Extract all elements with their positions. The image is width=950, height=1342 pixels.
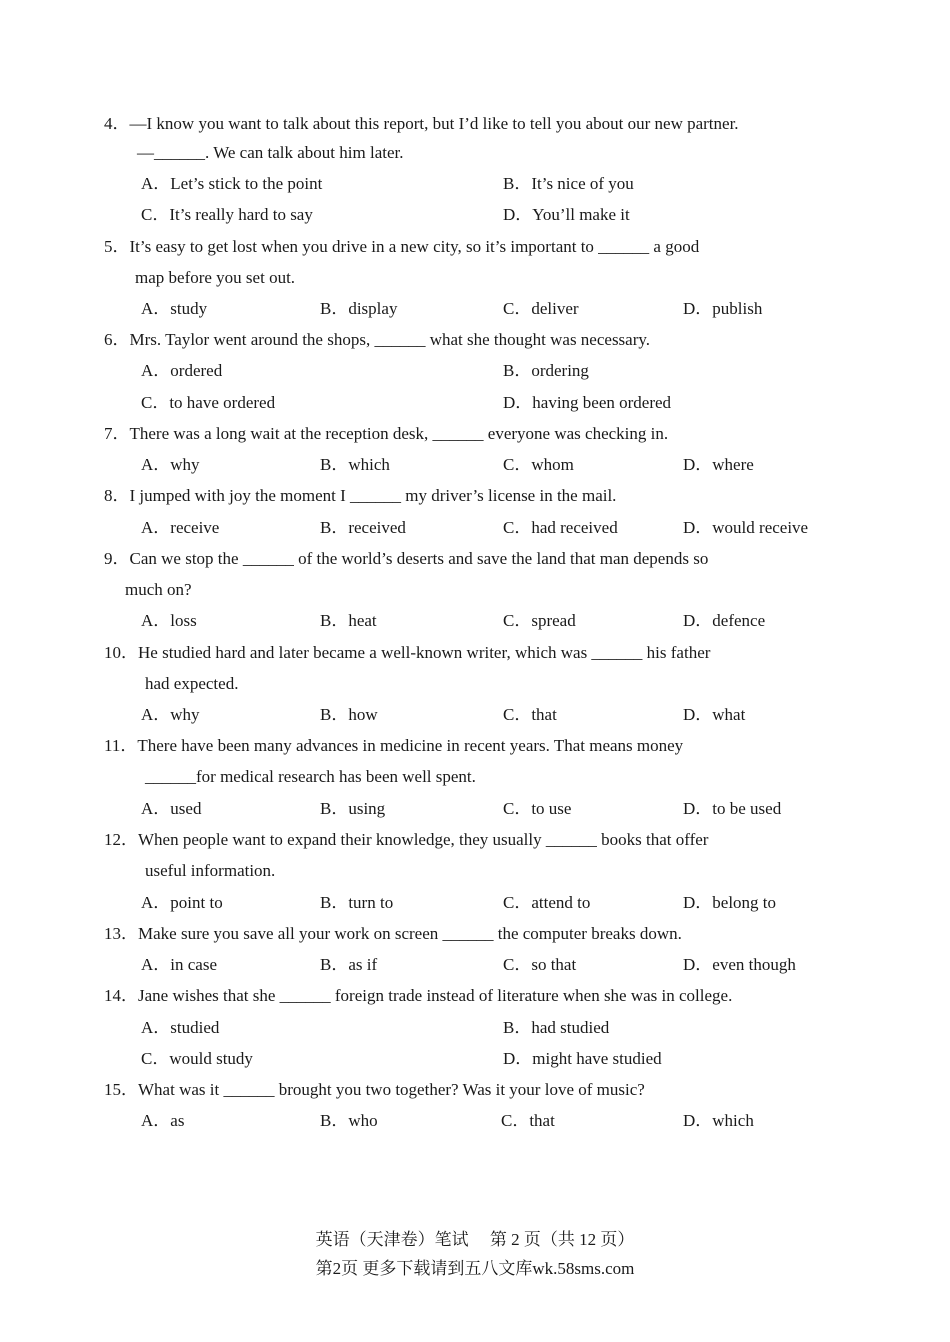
question-6-option-a: A．ordered <box>141 361 223 380</box>
question-4-option-b: B．It’s nice of you <box>503 174 634 193</box>
question-7-stem: 7．There was a long wait at the reception desk, ______ everyone was checking in. <box>104 424 669 443</box>
question-6-stem: 6．Mrs. Taylor went around the shops, ______ what she thought was necessary. <box>104 330 651 349</box>
question-12-stem-cont: useful information. <box>145 861 276 880</box>
question-14-option-a: A．studied <box>141 1018 220 1037</box>
question-4-option-c: C．It’s really hard to say <box>141 205 313 224</box>
question-7-option-a: A．why <box>141 455 200 474</box>
question-12-option-d: D．belong to <box>683 893 777 912</box>
question-10-option-b: B．how <box>320 705 378 724</box>
question-5-option-c: C．deliver <box>503 299 579 318</box>
question-11-option-b: B．using <box>320 799 386 818</box>
question-10-option-a: A．why <box>141 705 200 724</box>
question-8-option-a: A．receive <box>141 518 220 537</box>
question-12-option-b: B．turn to <box>320 893 394 912</box>
question-11-stem: 11．There have been many advances in medicine in recent years. That means money <box>104 736 684 755</box>
question-8-stem: 8．I jumped with joy the moment I ______ my driver’s license in the mail. <box>104 486 617 505</box>
question-13-option-a: A．in case <box>141 955 218 974</box>
question-12-option-c: C．attend to <box>503 893 591 912</box>
question-5-option-d: D．publish <box>683 299 763 318</box>
download-note: 第2页 更多下载请到五八文库wk.58sms.com <box>315 1259 635 1278</box>
question-15-option-c: C．that <box>501 1111 555 1130</box>
question-4-option-d: D．You’ll make it <box>503 205 630 224</box>
question-9-option-c: C．spread <box>503 611 576 630</box>
question-13-option-d: D．even though <box>683 955 796 974</box>
question-13-option-b: B．as if <box>320 955 378 974</box>
question-7-option-d: D．where <box>683 455 754 474</box>
question-15-option-b: B．who <box>320 1111 378 1130</box>
question-13-option-c: C．so that <box>503 955 577 974</box>
question-8-option-b: B．received <box>320 518 406 537</box>
question-4-stem: 4．—I know you want to talk about this report, but I’d like to tell you about our new partner. <box>104 114 739 133</box>
question-9-stem-cont: much on? <box>125 580 192 599</box>
question-5-stem: 5．It’s easy to get lost when you drive in a new city, so it’s important to ______ a good <box>104 237 700 256</box>
question-13-stem: 13．Make sure you save all your work on screen ______ the computer breaks down. <box>104 924 682 943</box>
question-10-stem-cont: had expected. <box>145 674 239 693</box>
question-14-option-b: B．had studied <box>503 1018 610 1037</box>
question-6-option-b: B．ordering <box>503 361 589 380</box>
question-9-option-b: B．heat <box>320 611 377 630</box>
question-5-stem-cont: map before you set out. <box>135 268 296 287</box>
question-9-stem: 9．Can we stop the ______ of the world’s deserts and save the land that man depends so <box>104 549 709 568</box>
question-11-option-d: D．to be used <box>683 799 782 818</box>
question-14-option-c: C．would study <box>141 1049 253 1068</box>
question-7-option-c: C．whom <box>503 455 574 474</box>
question-10-stem: 10．He studied hard and later became a well-known writer, which was ______ his father <box>104 643 711 662</box>
question-5-option-a: A．study <box>141 299 208 318</box>
question-10-option-d: D．what <box>683 705 746 724</box>
question-6-option-c: C．to have ordered <box>141 393 276 412</box>
question-9-option-d: D．defence <box>683 611 766 630</box>
question-8-option-d: D．would receive <box>683 518 809 537</box>
question-12-option-a: A．point to <box>141 893 223 912</box>
question-6-option-d: D．having been ordered <box>503 393 672 412</box>
question-10-option-c: C．that <box>503 705 557 724</box>
question-7-option-b: B．which <box>320 455 390 474</box>
question-4-option-a: A．Let’s stick to the point <box>141 174 323 193</box>
question-11-option-a: A．used <box>141 799 202 818</box>
question-15-option-a: A．as <box>141 1111 185 1130</box>
question-15-option-d: D．which <box>683 1111 754 1130</box>
question-8-option-c: C．had received <box>503 518 618 537</box>
question-11-stem-cont: ______for medical research has been well spent. <box>145 767 476 786</box>
question-12-stem: 12．When people want to expand their knowledge, they usually ______ books that offer <box>104 830 709 849</box>
question-9-option-a: A．loss <box>141 611 197 630</box>
page-footer-info: 英语（天津卷）笔试 第 2 页（共 12 页） <box>315 1230 635 1249</box>
question-14-option-d: D．might have studied <box>503 1049 662 1068</box>
question-5-option-b: B．display <box>320 299 398 318</box>
question-4-stem-cont: —______. We can talk about him later. <box>137 143 404 162</box>
question-11-option-c: C．to use <box>503 799 572 818</box>
question-15-stem: 15．What was it ______ brought you two together? Was it your love of music? <box>104 1080 645 1099</box>
question-14-stem: 14．Jane wishes that she ______ foreign trade instead of literature when she was in college. <box>104 986 733 1005</box>
